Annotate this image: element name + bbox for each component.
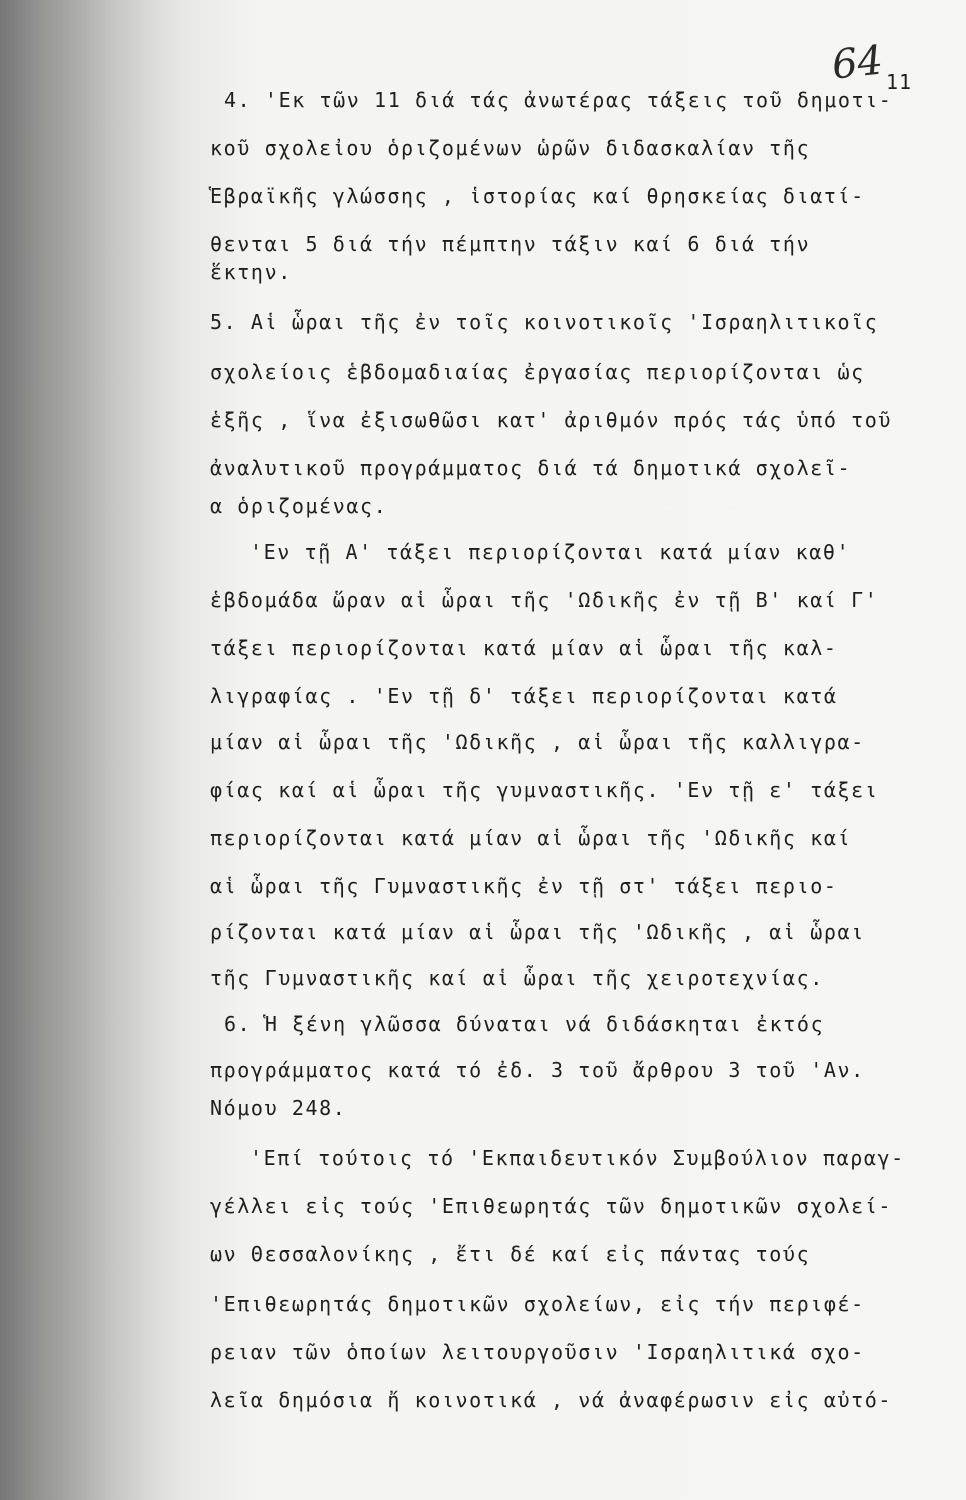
text-line: λιγραφίας . 'Εν τῇ δ' τάξει περιορίζονται κατά — [210, 684, 838, 708]
text-line: θενται 5 διά τήν πέμπτην τάξιν καί 6 διά τήν — [210, 232, 811, 256]
scan-shadow — [0, 0, 160, 1500]
handwritten-page-number: 64 — [829, 37, 886, 89]
text-line: τάξει περιορίζονται κατά μίαν αἱ ὧραι τῆς καλ- — [210, 636, 838, 660]
text-line: 'Εν τῇ Α' τάξει περιορίζονται κατά μίαν καθ' — [250, 540, 851, 564]
text-line: Νόμου 248. — [210, 1096, 347, 1120]
text-line: α ὁριζομένας. — [210, 494, 388, 518]
text-line: 6. Ἡ ξένη γλῶσσα δύναται νά διδάσκηται ἐκτός — [224, 1012, 825, 1036]
text-line: ἀναλυτικοῦ προγράμματος διά τά δημοτικά σχολεῖ- — [210, 456, 852, 480]
text-line: περιορίζονται κατά μίαν αἱ ὧραι τῆς 'Ωδικῆς καί — [210, 826, 852, 850]
text-line: 'Επιθεωρητάς δημοτικῶν σχολείων, εἰς τήν περιφέ- — [210, 1292, 865, 1316]
text-line: ἑβδομάδα ὥραν αἱ ὧραι τῆς 'Ωδικῆς ἐν τῇ Β' καί Γ' — [210, 588, 879, 612]
text-line: κοῦ σχολεἰου ὁριζομένων ὡρῶν διδασκαλίαν τῆς — [210, 136, 811, 160]
text-line: Ἑβραϊκῆς γλώσσης , ἱστορίας καί θρησκείας διατί- — [210, 184, 865, 208]
text-line: ων Θεσσαλονίκης , ἔτι δέ καί εἰς πάντας τούς — [210, 1242, 811, 1266]
text-line: λεῖα δημόσια ἤ κοινοτικά , νά ἀναφέρωσιν εἰς αὐτό- — [210, 1388, 893, 1412]
text-line: γέλλει εἰς τούς 'Επιθεωρητάς τῶν δημοτικῶν σχολεί- — [210, 1194, 893, 1218]
text-line: φίας καί αἱ ὧραι τῆς γυμναστικῆς. 'Εν τῇ ε' τάξει — [210, 778, 879, 802]
page-number: 11 — [886, 70, 913, 94]
text-line: αἱ ὧραι τῆς Γυμναστικῆς ἐν τῇ στ' τάξει περιο- — [210, 874, 838, 898]
text-line: ρίζονται κατά μίαν αἱ ὧραι τῆς 'Ωδικῆς , αἱ ὧραι — [210, 920, 865, 944]
text-line: ἑξῆς , ἵνα ἐξισωθῶσι κατ' ἀριθμόν πρός τάς ὑπό τοῦ — [210, 408, 893, 432]
text-line: 'Επί τούτοις τό 'Εκπαιδευτικόν Συμβούλιον παραγ- — [250, 1146, 905, 1170]
text-line: προγράμματος κατά τό ἐδ. 3 τοῦ ἄρθρου 3 τοῦ 'Αν. — [210, 1058, 865, 1082]
text-line: μίαν αἱ ὧραι τῆς 'Ωδικῆς , αἱ ὧραι τῆς καλλιγρα- — [210, 730, 865, 754]
text-line: 4. 'Εκ τῶν 11 διά τάς ἀνωτέρας τάξεις τοῦ δημοτι- — [224, 88, 893, 112]
text-line: 5. Αἱ ὧραι τῆς ἐν τοῖς κοινοτικοῖς 'Ισραηλιτικοῖς — [210, 310, 879, 334]
text-line: ρειαν τῶν ὁποίων λειτουργοῦσιν 'Ισραηλιτικά σχο- — [210, 1340, 865, 1364]
text-line: ἕκτην. — [210, 260, 292, 284]
text-line: σχολείοις ἑβδομαδιαίας ἐργασίας περιορίζονται ὡς — [210, 360, 865, 384]
text-line: τῆς Γυμναστικῆς καί αἱ ὧραι τῆς χειροτεχνίας. — [210, 966, 824, 990]
